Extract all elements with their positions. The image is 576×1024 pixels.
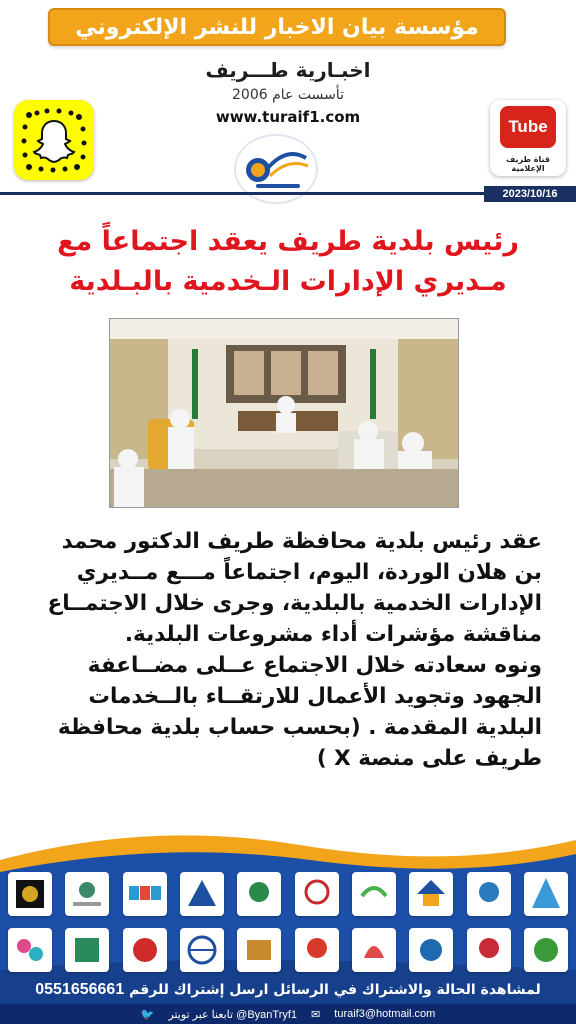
partner-logo [467,872,511,916]
partner-logo [237,928,281,972]
partner-logo [352,872,396,916]
subscription-text: لمشاهدة الحالة والاشتراك في الرسائل ارسل إشتراك للرقم [129,982,541,998]
partner-logo [180,928,224,972]
headline-line-1: رئيس بلدية طريف يعقد اجتماعاً مع [57,226,519,257]
subscription-number[interactable]: 0551656661 [35,981,125,998]
twitter-handle[interactable]: تابعنا عبر تويتر @ByanTryf1 [168,1008,298,1021]
article-headline [20,222,556,302]
article-body [34,526,542,774]
publication-name: اخبـارية طـــريف [205,58,371,82]
article-line: مناقشة مؤشرات أداء مشروعات البلدية. [124,622,542,647]
article-line: الجهود وتجويد الأعمال للارتقــاء بالــخدمات [88,684,542,709]
partner-logo [409,928,453,972]
publish-date: 2023/10/16 [484,186,576,202]
website-link[interactable]: www.turaif1.com [215,108,361,126]
email-icon: ✉ [311,1008,321,1021]
contact-email[interactable]: turaif3@hotmail.com [334,1008,436,1020]
partner-logo [8,872,52,916]
partner-logo [237,872,281,916]
article-line: عقد رئيس بلدية محافظة طريف الدكتور محمد [61,529,542,554]
date-divider [0,192,490,195]
partner-logos [0,866,576,986]
article-line: بن هلان الوردة، اليوم، اجتماعاً مـــع مــديري [76,560,542,585]
partner-logo [65,872,109,916]
meeting-photo [109,318,459,508]
partner-logo [467,928,511,972]
partner-logo [524,928,568,972]
article-line: الإدارات الخدمية بالبلدية، وجرى خلال الاجتمــاع [47,591,542,616]
subscription-info [0,980,576,1000]
partner-logo [295,872,339,916]
youtube-caption: قناة طريف الإعلامية [505,155,551,173]
founded-year: تأسست عام 2006 [232,87,344,103]
footer-bar [0,1004,576,1024]
partner-logo [295,928,339,972]
partner-logo [352,928,396,972]
snapchat-icon[interactable] [14,100,94,180]
partner-row [8,928,568,974]
twitter-icon: 🐦 [140,1008,155,1021]
article-line: البلدية المقدمة . (بحسب حساب بلدية محافظة [57,715,542,740]
article-line: طريف على منصة X ) [316,746,542,771]
youtube-channel-badge[interactable] [490,100,566,176]
partner-logo [180,872,224,916]
partner-logo [409,872,453,916]
partner-logo [65,928,109,972]
partner-logo [8,928,52,972]
institution-title: مؤسسة بيان الاخبار للنشر الإلكتروني [48,8,506,46]
partner-row [8,872,568,918]
article-line: ونوه سعادته خلال الاجتماع عــلى مضــاعفة [87,653,542,678]
partner-logo [524,872,568,916]
partner-logo [123,928,167,972]
date-bar [0,186,576,200]
headline-line-2: مـديري الإدارات الـخدمية بالبـلدية [69,266,507,297]
youtube-icon: Tube [500,106,556,148]
partner-logo [123,872,167,916]
